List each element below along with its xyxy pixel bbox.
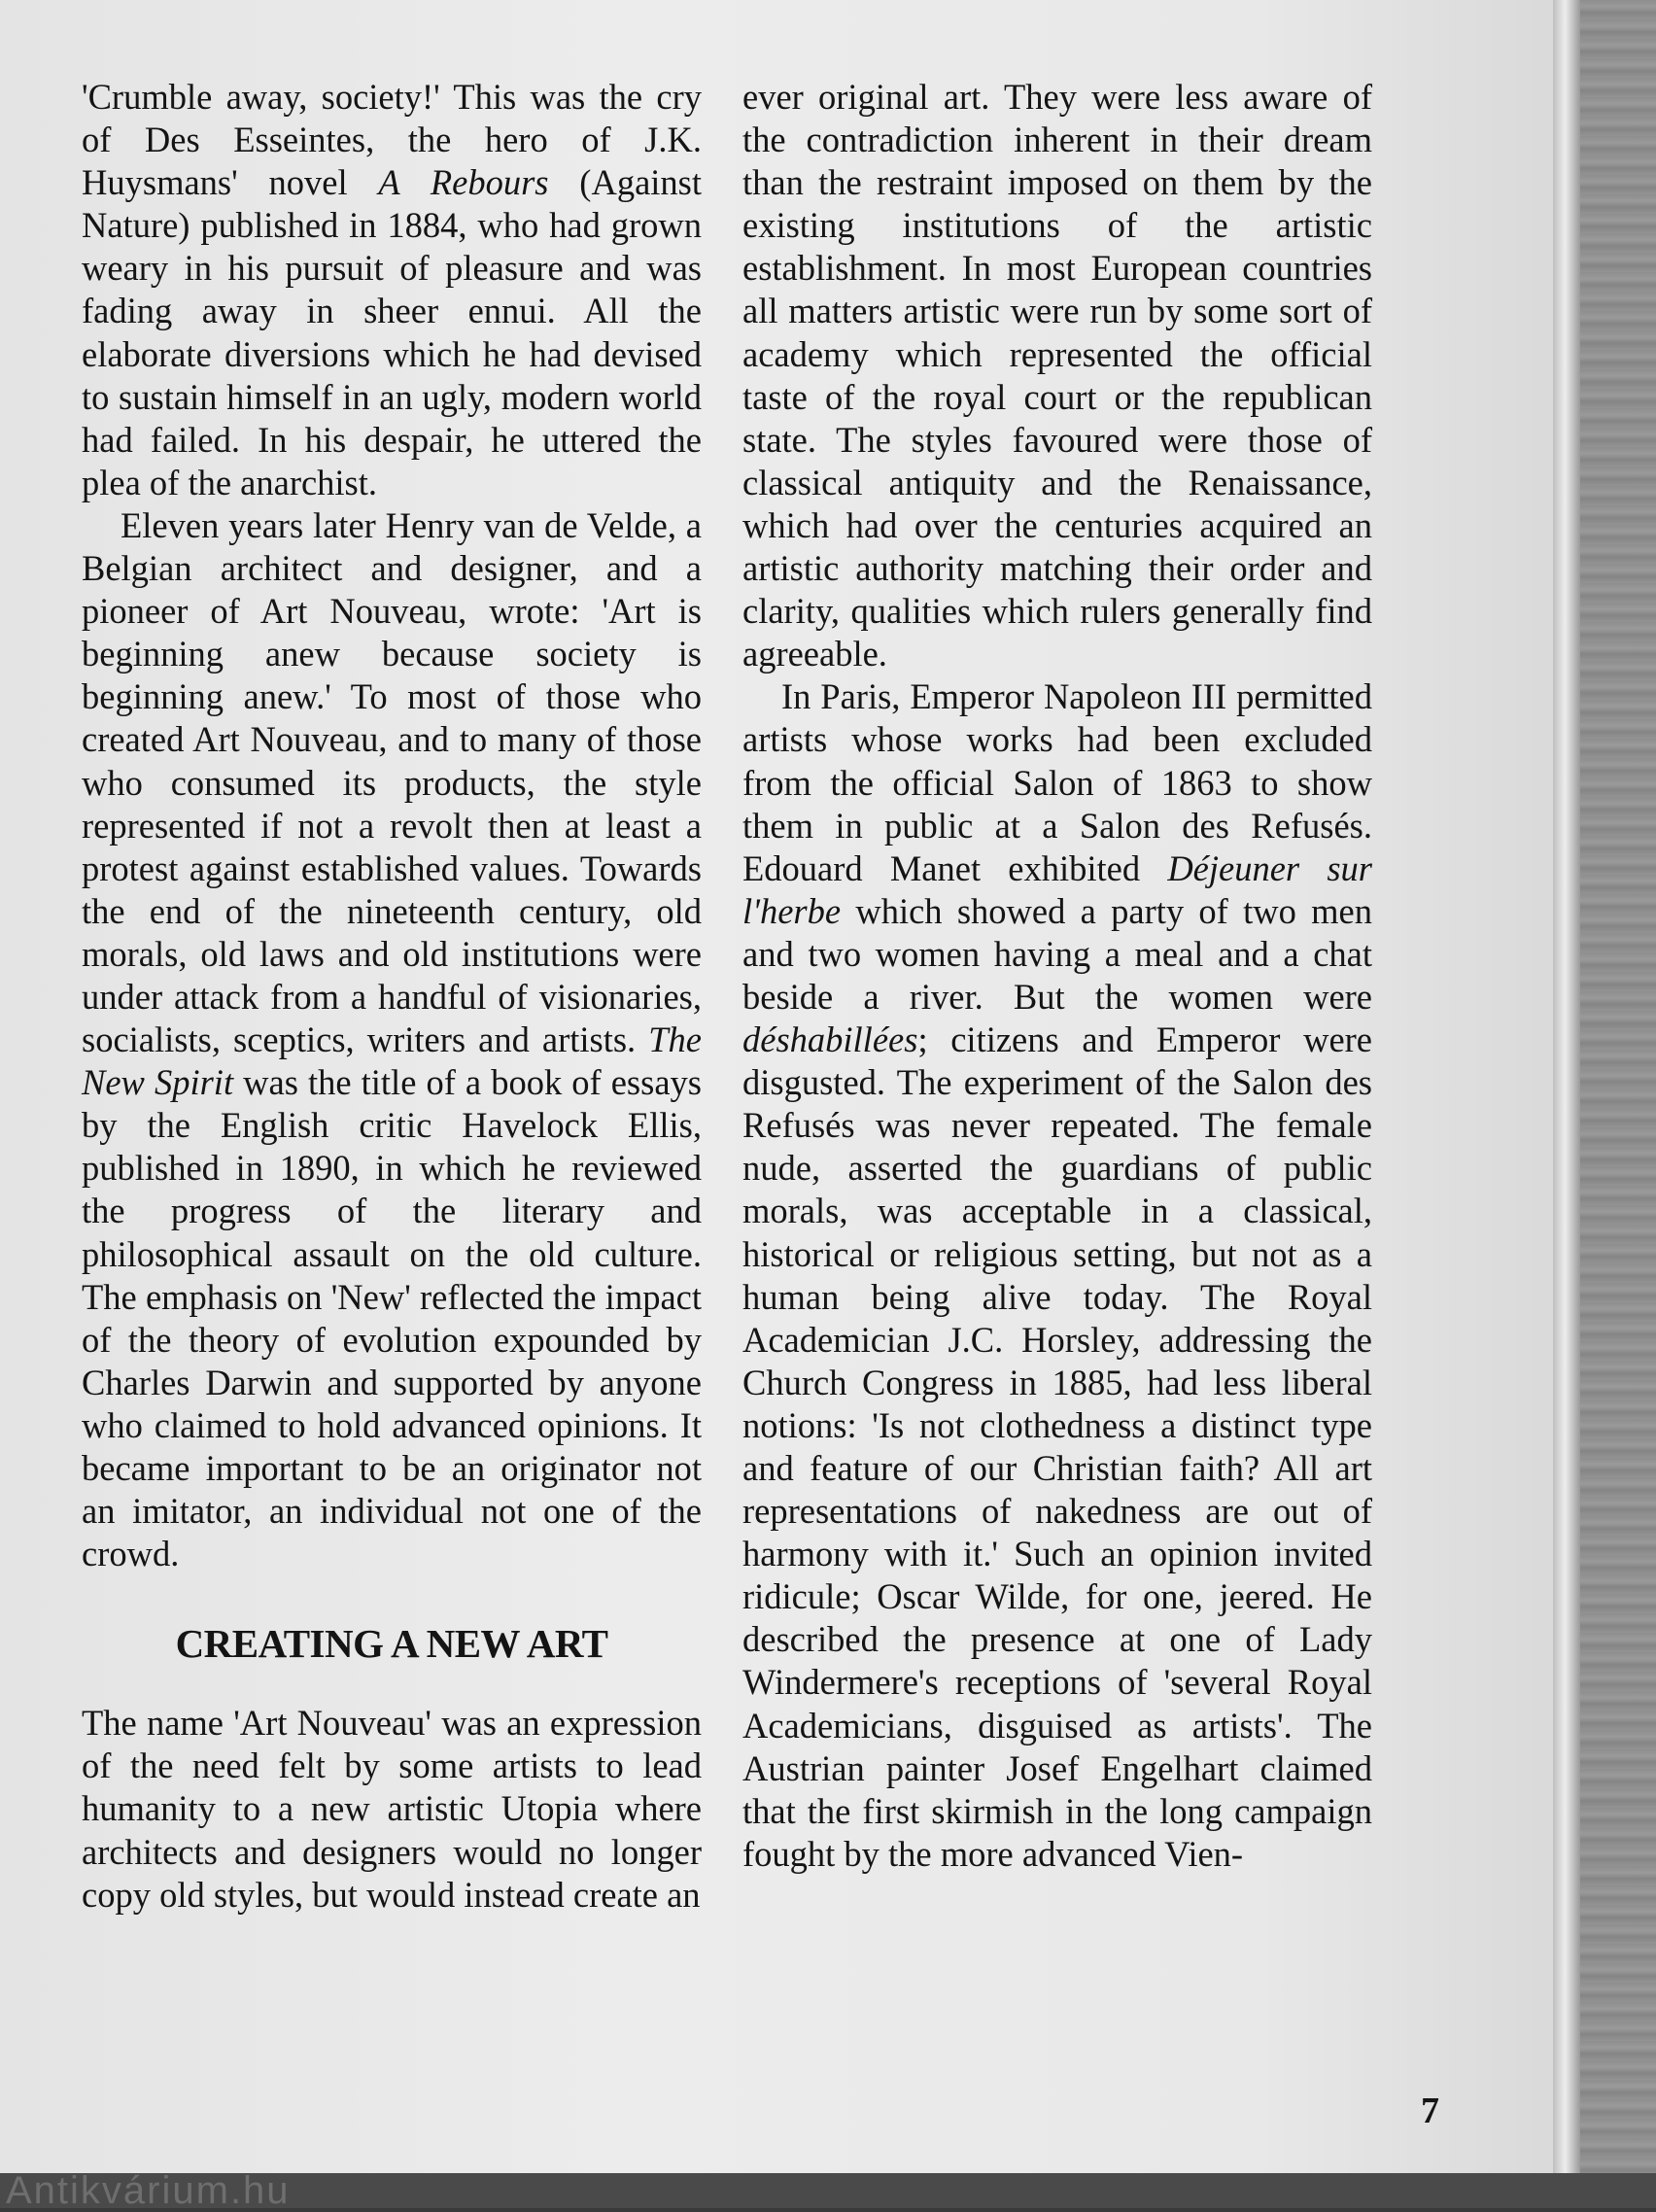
paragraph	[82, 76, 702, 504]
left-column	[82, 76, 702, 1917]
paragraph	[742, 675, 1372, 1876]
section-heading: CREATING A NEW ART	[175, 1621, 608, 1667]
page-number: 7	[1421, 2091, 1439, 2131]
italic-word: déshabillées	[742, 1020, 918, 1060]
paragraph	[82, 504, 702, 1575]
italic-title: A Rebours	[378, 162, 549, 203]
text-run: Eleven years later Henry van de Velde, a Belgian architect and designer, and a pioneer of Art Nouveau, wrote: 'Art is beginning anew because society is beginning anew.' To most of those who created Art Nouveau, and to many of those who consumed its products, the style represented if not a revolt then at least a protest against established values. Towards the end of the nineteenth century, old morals, old laws and old institutions were under attack from a handful of visionaries, socialists, sceptics, writers and artists.	[82, 504, 702, 1060]
text-run: (Against Nature) published in 1884, who had grown weary in his pursuit of pleasure and was fading away in sheer ennui. All the elaborate diversions which he had devised to sustain himself in an ugly, modern world had failed. In his despair, he uttered the plea of the anarchist.	[82, 162, 703, 502]
italic-title: The New Spirit	[82, 1020, 702, 1103]
book-cover-edge	[1580, 0, 1656, 2208]
right-column	[742, 76, 1372, 1876]
text-run: which showed a party of two men and two women having a meal and a chat beside a river. But the women were	[742, 890, 1372, 1017]
paragraph: ever original art. They were less aware of the contradiction inherent in their dream than the restraint imposed on them by the existing institutions of the artistic establishment. In most European countries all matters artistic were run by some sort of academy which represented the official taste of the royal court or the republican state. The styles favoured were those of classical antiquity and the Renaissance, which had over the centuries acquired an artistic authority matching their order and clarity, qualities which rulers generally find agreeable.	[742, 77, 1372, 674]
paragraph: The name 'Art Nouveau' was an expression of the need felt by some artists to lead humanity to a new artistic Utopia where architects and designers would no longer copy old styles, but would instead create an	[82, 1703, 702, 1915]
watermark: Antikvárium.hu	[6, 2169, 291, 2212]
text-run: In Paris, Emperor Napoleon III permitted artists whose works had been excluded from the official Salon of 1863 to show them in public at a Salon des Refusés. Edouard Manet exhibited	[742, 676, 1372, 888]
page-gutter	[1553, 0, 1580, 2208]
text-run: 'Crumble away, society!' This was the cry of Des Esseintes, the hero of J.K. Huysmans' novel	[82, 77, 702, 203]
text-run: ; citizens and Emperor were disgusted. The experiment of the Salon des Refusés was never repeated. The female nude, asserted the guardians of public morals, was acceptable in a classical, historical or religious setting, but not as a human being alive today. The Royal Academician J.C. Horsley, addressing the Church Congress in 1885, had less liberal notions: 'Is not clothedness a distinct type and feature of our Christian faith? All art representations of nakedness are out of harmony with it.' Such an opinion invited ridicule; Oscar Wilde, for one, jeered. He described the presence at one of Lady Windermere's receptions of 'several Royal Academicians, disguised as artists'. The Austrian painter Josef Engelhart claimed that the first skirmish in the long campaign fought by the more advanced Vien-	[742, 1020, 1372, 1874]
italic-title: Déjeuner sur l'herbe	[742, 847, 1372, 931]
text-run: was the title of a book of essays by the English critic Havelock Ellis, published in 1890, in which he reviewed the progress of the literary and philosophical assault on the old culture. The emphasis on 'New' reflected the impact of the theory of evolution expounded by Charles Darwin and supported by anyone who claimed to hold advanced opinions. It became important to be an originator not an imitator, an individual not one of the crowd.	[82, 1062, 702, 1574]
